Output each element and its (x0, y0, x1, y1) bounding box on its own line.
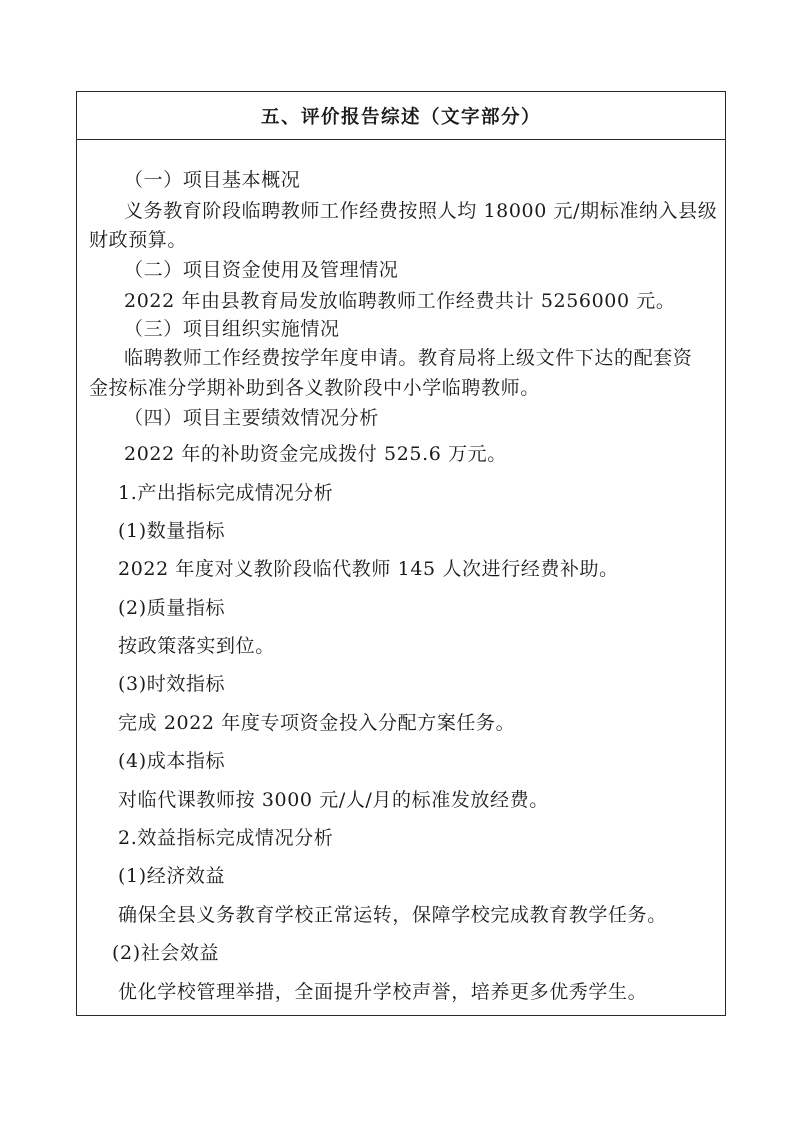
paragraph-line: 按政策落实到位。 (118, 635, 275, 657)
paragraph-line: 完成 2022 年度专项资金投入分配方案任务。 (118, 712, 516, 734)
paragraph-line: 优化学校管理举措，全面提升学校声誉，培养更多优秀学生。 (118, 981, 648, 1003)
paragraph-line: 2022 年的补助资金完成拨付 525.6 万元。 (124, 443, 507, 465)
subheading-benefit: 2.效益指标完成情况分析 (118, 827, 334, 849)
paragraph-line: 2022 年度对义教阶段临代教师 145 人次进行经费补助。 (118, 558, 619, 580)
paragraph-line: 义务教育阶段临聘教师工作经费按照人均 18000 元/期标准纳入县级 (124, 200, 718, 222)
title-row (77, 92, 725, 140)
subheading-cost: (4)成本指标 (118, 750, 226, 772)
subheading-quality: (2)质量指标 (118, 597, 226, 619)
section-title: 五、评价报告综述（文字部分） (260, 106, 541, 128)
paragraph-line: 2022 年由县教育局发放临聘教师工作经费共计 5256000 元。 (124, 290, 676, 312)
paragraph-line: 临聘教师工作经费按学年度申请。教育局将上级文件下达的配套资 (124, 347, 693, 369)
subheading-output: 1.产出指标完成情况分析 (118, 482, 334, 504)
paragraph-line: 金按标准分学期补助到各义教阶段中小学临聘教师。 (89, 377, 540, 399)
subheading-social: (2)社会效益 (112, 942, 220, 964)
subheading-timeliness: (3)时效指标 (118, 673, 226, 695)
subheading-quantity: (1)数量指标 (118, 520, 226, 542)
heading-implementation: （三）项目组织实施情况 (124, 318, 340, 340)
paragraph-line: 确保全县义务教育学校正常运转，保障学校完成教育教学任务。 (118, 904, 667, 926)
heading-fund-usage: （二）项目资金使用及管理情况 (124, 259, 399, 281)
paragraph-line: 对临代课教师按 3000 元/人/月的标准发放经费。 (118, 789, 549, 811)
subheading-economic: (1)经济效益 (118, 865, 226, 887)
heading-performance: （四）项目主要绩效情况分析 (124, 407, 379, 429)
paragraph-line: 财政预算。 (89, 229, 188, 251)
heading-project-overview: （一）项目基本概况 (124, 169, 301, 191)
